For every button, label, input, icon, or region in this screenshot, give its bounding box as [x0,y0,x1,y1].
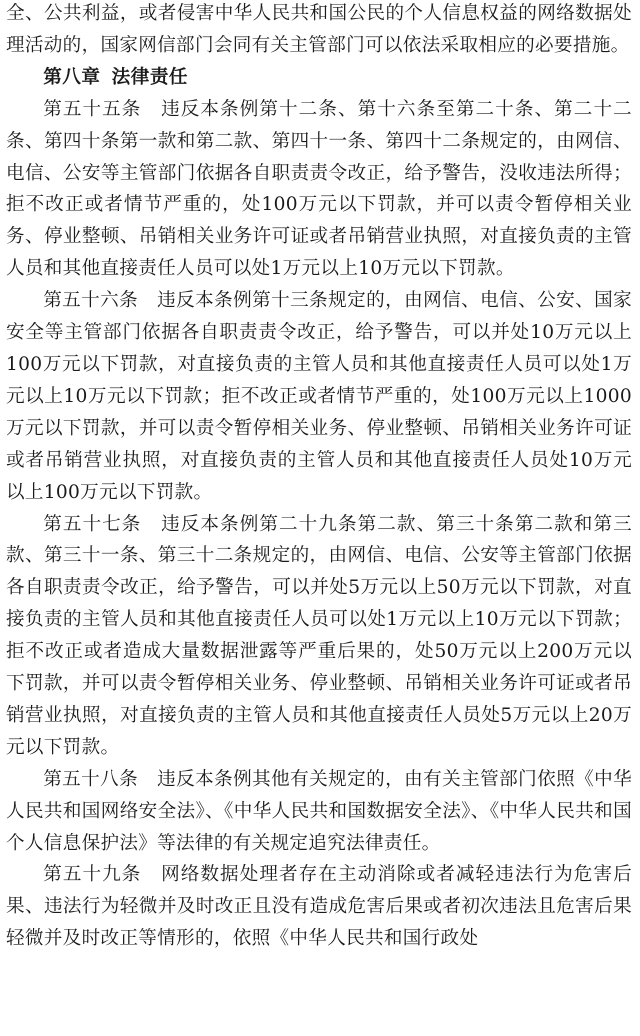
article-59-paragraph: 第五十九条 网络数据处理者存在主动消除或者减轻违法行为危害后果、违法行为轻微并及时改正且没有造成危害后果或者初次违法且危害后果轻微并及时改正等情形的，依照《中华人民共和国行政处 [6,864,632,950]
article-56-paragraph: 第五十六条 违反本条例第十三条规定的，由网信、电信、公安、国家安全等主管部门依据各自职责责令改正，给予警告，可以并处10万元以上100万元以下罚款，对直接负责的主管人员和其他直接责任人员可以处1万元以上10万元以下罚款；拒不改正或者情节严重的，处100万元以上1000万元以下罚款，并可以责令暂停相关业务、停业整顿、吊销相关业务许可证或者吊销营业执照，对直接负责的主管人员和其他直接责任人员处10万元以上100万元以下罚款。 [6,290,632,503]
chapter-title: 法律责任 [111,66,189,88]
chapter-number: 第八章 [43,66,101,88]
article-58-paragraph: 第五十八条 违反本条例其他有关规定的，由有关主管部门依照《中华人民共和国网络安全法》、《中华人民共和国数据安全法》、《中华人民共和国个人信息保护法》等法律的有关规定追究法律责任。 [6,768,632,854]
article-55-paragraph: 第五十五条 违反本条例第十二条、第十六条至第二十条、第二十二条、第四十条第一款和第二款、第四十一条、第四十二条规定的，由网信、电信、公安等主管部门依据各自职责责令改正，给予警告，没收违法所得；拒不改正或者情节严重的，处100万元以下罚款，并可以责令暂停相关业务、停业整顿、吊销相关业务许可证或者吊销营业执照，对直接负责的主管人员和其他直接责任人员可以处1万元以上10万元以下罚款。 [6,98,632,280]
intro-continuation-paragraph: 全、公共利益，或者侵害中华人民共和国公民的个人信息权益的网络数据处理活动的，国家网信部门会同有关主管部门可以依法采取相应的必要措施。 [6,3,632,56]
document-page [6,0,632,955]
article-57-paragraph: 第五十七条 违反本条例第二十九条第二款、第三十条第二款和第三款、第三十一条、第三十二条规定的，由网信、电信、公安等主管部门依据各自职责责令改正，给予警告，可以并处5万元以上50万元以下罚款，对直接负责的主管人员和其他直接责任人员可以处1万元以上10万元以下罚款；拒不改正或者造成大量数据泄露等严重后果的，处50万元以上200万元以下罚款，并可以责令暂停相关业务、停业整顿、吊销相关业务许可证或者吊销营业执照，对直接负责的主管人员和其他直接责任人员处5万元以上20万元以下罚款。 [6,513,632,758]
chapter-heading [6,62,632,94]
